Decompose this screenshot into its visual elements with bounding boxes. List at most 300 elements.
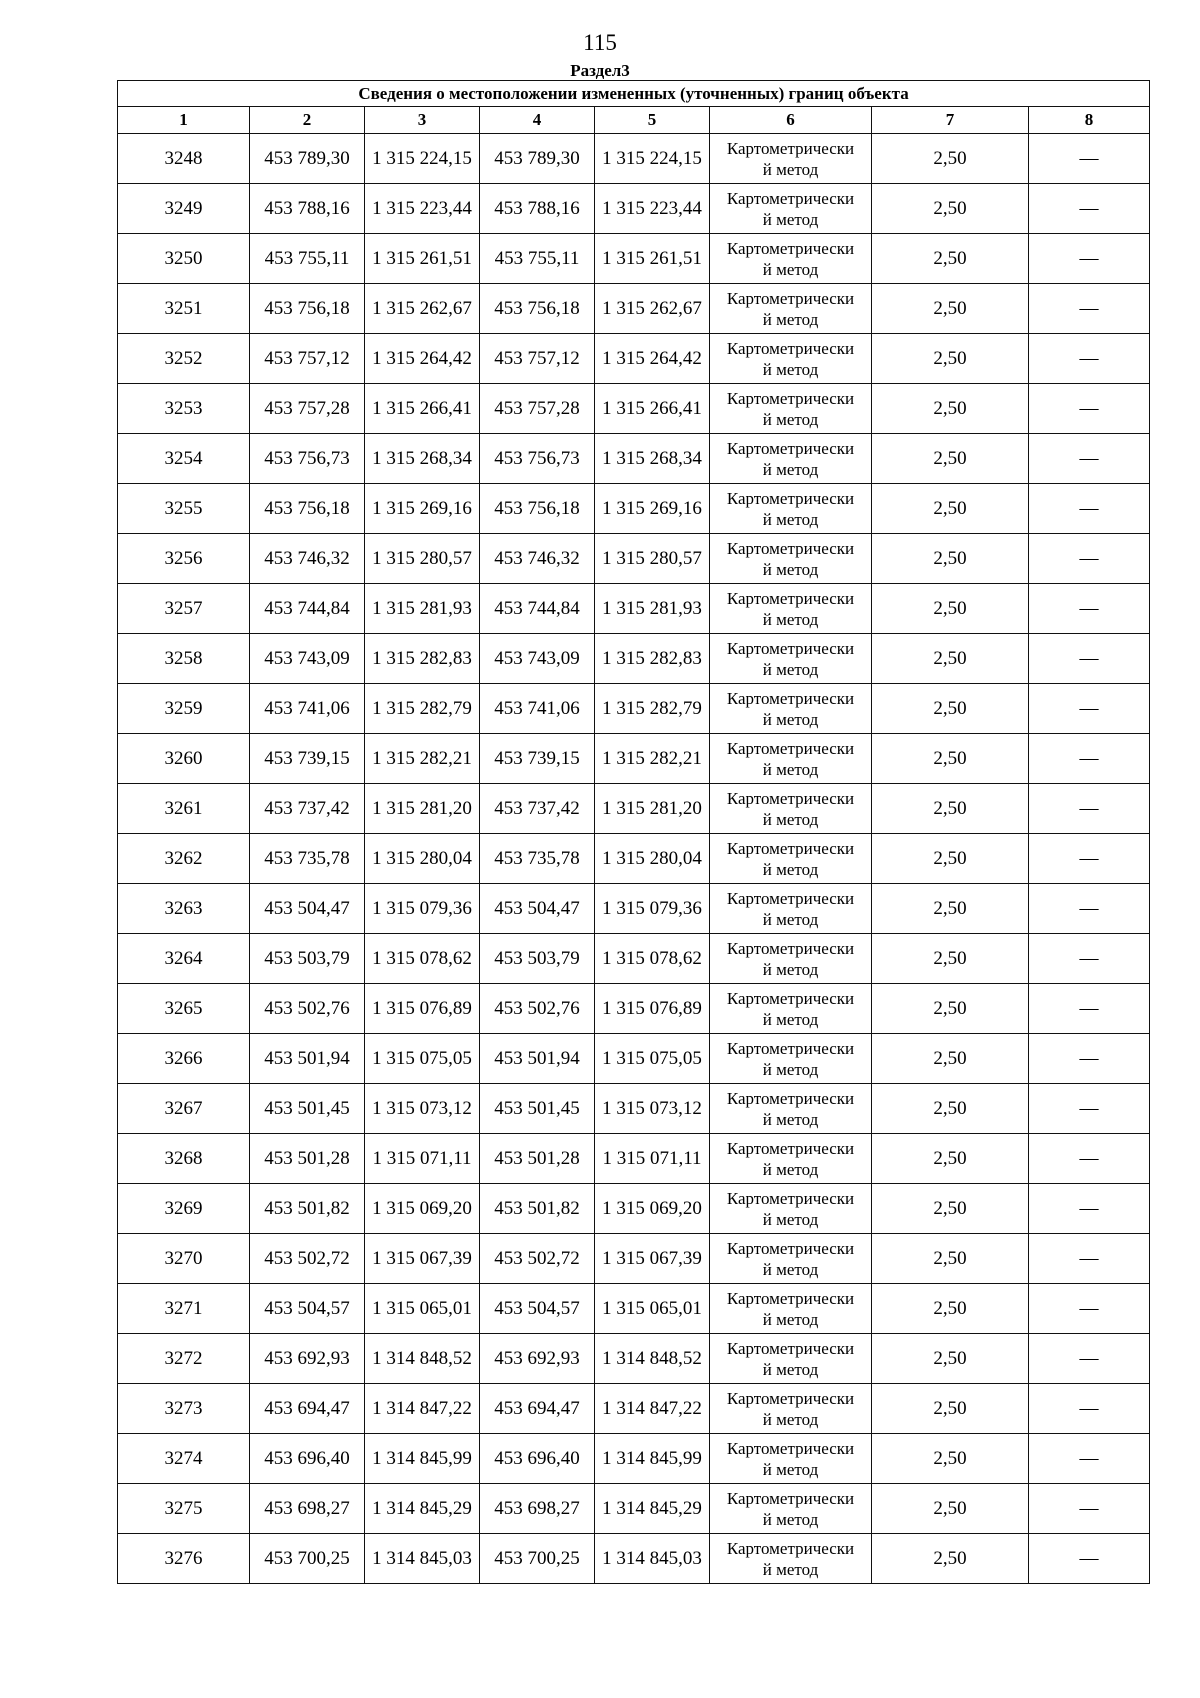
y-existing-cell: 1 315 261,51 bbox=[365, 234, 480, 284]
method-text-line-2: й метод bbox=[762, 559, 819, 579]
point-number-cell: 3271 bbox=[118, 1284, 250, 1334]
y-existing-cell: 1 314 845,03 bbox=[365, 1534, 480, 1584]
method-text-line-1: Картометрически bbox=[726, 1038, 855, 1058]
method-text-line-1: Картометрически bbox=[726, 1538, 855, 1558]
method-cell bbox=[710, 1484, 872, 1534]
description-cell: — bbox=[1029, 734, 1150, 784]
method-text-line-2: й метод bbox=[762, 159, 819, 179]
method-text-line-1: Картометрически bbox=[726, 188, 855, 208]
table-row bbox=[118, 934, 1150, 984]
method-text-line-1: Картометрически bbox=[726, 638, 855, 658]
method-cell bbox=[710, 984, 872, 1034]
y-new-cell: 1 315 075,05 bbox=[595, 1034, 710, 1084]
x-existing-cell: 453 756,18 bbox=[250, 284, 365, 334]
method-cell bbox=[710, 1184, 872, 1234]
y-new-cell: 1 315 281,93 bbox=[595, 584, 710, 634]
y-existing-cell: 1 315 268,34 bbox=[365, 434, 480, 484]
x-new-cell: 453 504,57 bbox=[480, 1284, 595, 1334]
table-row bbox=[118, 834, 1150, 884]
x-existing-cell: 453 735,78 bbox=[250, 834, 365, 884]
accuracy-cell: 2,50 bbox=[872, 734, 1029, 784]
y-existing-cell: 1 315 266,41 bbox=[365, 384, 480, 434]
method-cell bbox=[710, 234, 872, 284]
table-row bbox=[118, 334, 1150, 384]
method-text-line-2: й метод bbox=[762, 409, 819, 429]
description-cell: — bbox=[1029, 1284, 1150, 1334]
method-cell bbox=[710, 684, 872, 734]
point-number-cell: 3259 bbox=[118, 684, 250, 734]
column-header-row bbox=[118, 107, 1150, 134]
description-cell: — bbox=[1029, 334, 1150, 384]
method-text-line-1: Картометрически bbox=[726, 288, 855, 308]
table-row bbox=[118, 484, 1150, 534]
y-existing-cell: 1 315 282,83 bbox=[365, 634, 480, 684]
x-new-cell: 453 744,84 bbox=[480, 584, 595, 634]
point-number-cell: 3260 bbox=[118, 734, 250, 784]
table-row bbox=[118, 684, 1150, 734]
accuracy-cell: 2,50 bbox=[872, 1234, 1029, 1284]
x-existing-cell: 453 503,79 bbox=[250, 934, 365, 984]
method-text-line-2: й метод bbox=[762, 359, 819, 379]
point-number-cell: 3267 bbox=[118, 1084, 250, 1134]
y-new-cell: 1 314 845,99 bbox=[595, 1434, 710, 1484]
x-new-cell: 453 698,27 bbox=[480, 1484, 595, 1534]
y-new-cell: 1 315 280,04 bbox=[595, 834, 710, 884]
y-new-cell: 1 315 269,16 bbox=[595, 484, 710, 534]
accuracy-cell: 2,50 bbox=[872, 484, 1029, 534]
y-existing-cell: 1 315 269,16 bbox=[365, 484, 480, 534]
method-text-line-1: Картометрически bbox=[726, 1288, 855, 1308]
method-text-line-1: Картометрически bbox=[726, 138, 855, 158]
method-cell bbox=[710, 1034, 872, 1084]
y-existing-cell: 1 315 075,05 bbox=[365, 1034, 480, 1084]
y-existing-cell: 1 315 067,39 bbox=[365, 1234, 480, 1284]
accuracy-cell: 2,50 bbox=[872, 284, 1029, 334]
method-cell bbox=[710, 634, 872, 684]
column-header-5: 5 bbox=[595, 107, 710, 134]
y-existing-cell: 1 315 073,12 bbox=[365, 1084, 480, 1134]
x-existing-cell: 453 700,25 bbox=[250, 1534, 365, 1584]
x-new-cell: 453 737,42 bbox=[480, 784, 595, 834]
method-cell bbox=[710, 884, 872, 934]
x-existing-cell: 453 757,28 bbox=[250, 384, 365, 434]
method-text-line-1: Картометрически bbox=[726, 1388, 855, 1408]
point-number-cell: 3257 bbox=[118, 584, 250, 634]
x-existing-cell: 453 502,72 bbox=[250, 1234, 365, 1284]
table-row bbox=[118, 234, 1150, 284]
x-new-cell: 453 756,73 bbox=[480, 434, 595, 484]
x-new-cell: 453 789,30 bbox=[480, 134, 595, 184]
method-text-line-1: Картометрически bbox=[726, 988, 855, 1008]
description-cell: — bbox=[1029, 184, 1150, 234]
method-text-line-1: Картометрически bbox=[726, 1338, 855, 1358]
method-text-line-2: й метод bbox=[762, 809, 819, 829]
description-cell: — bbox=[1029, 1084, 1150, 1134]
point-number-cell: 3249 bbox=[118, 184, 250, 234]
method-cell bbox=[710, 1234, 872, 1284]
method-text-line-2: й метод bbox=[762, 1109, 819, 1129]
table-row bbox=[118, 184, 1150, 234]
y-new-cell: 1 315 268,34 bbox=[595, 434, 710, 484]
point-number-cell: 3253 bbox=[118, 384, 250, 434]
accuracy-cell: 2,50 bbox=[872, 334, 1029, 384]
point-number-cell: 3258 bbox=[118, 634, 250, 684]
method-text-line-1: Картометрически bbox=[726, 1088, 855, 1108]
y-existing-cell: 1 315 280,04 bbox=[365, 834, 480, 884]
method-cell bbox=[710, 1534, 872, 1584]
point-number-cell: 3263 bbox=[118, 884, 250, 934]
x-existing-cell: 453 504,47 bbox=[250, 884, 365, 934]
description-cell: — bbox=[1029, 384, 1150, 434]
y-new-cell: 1 315 065,01 bbox=[595, 1284, 710, 1334]
table-row bbox=[118, 534, 1150, 584]
point-number-cell: 3266 bbox=[118, 1034, 250, 1084]
accuracy-cell: 2,50 bbox=[872, 1034, 1029, 1084]
y-new-cell: 1 314 847,22 bbox=[595, 1384, 710, 1434]
point-number-cell: 3274 bbox=[118, 1434, 250, 1484]
accuracy-cell: 2,50 bbox=[872, 884, 1029, 934]
accuracy-cell: 2,50 bbox=[872, 584, 1029, 634]
point-number-cell: 3275 bbox=[118, 1484, 250, 1534]
method-cell bbox=[710, 384, 872, 434]
x-existing-cell: 453 504,57 bbox=[250, 1284, 365, 1334]
method-text-line-1: Картометрически bbox=[726, 1488, 855, 1508]
x-existing-cell: 453 501,82 bbox=[250, 1184, 365, 1234]
table-row bbox=[118, 434, 1150, 484]
x-new-cell: 453 501,45 bbox=[480, 1084, 595, 1134]
method-text-line-2: й метод bbox=[762, 1559, 819, 1579]
accuracy-cell: 2,50 bbox=[872, 184, 1029, 234]
accuracy-cell: 2,50 bbox=[872, 1134, 1029, 1184]
table-row bbox=[118, 884, 1150, 934]
table-row bbox=[118, 584, 1150, 634]
point-number-cell: 3250 bbox=[118, 234, 250, 284]
table-row bbox=[118, 1334, 1150, 1384]
method-cell bbox=[710, 284, 872, 334]
description-cell: — bbox=[1029, 1034, 1150, 1084]
method-text-line-1: Картометрически bbox=[726, 538, 855, 558]
method-text-line-2: й метод bbox=[762, 709, 819, 729]
method-text-line-1: Картометрически bbox=[726, 838, 855, 858]
description-cell: — bbox=[1029, 1434, 1150, 1484]
method-cell bbox=[710, 834, 872, 884]
method-text-line-2: й метод bbox=[762, 1009, 819, 1029]
y-existing-cell: 1 315 281,20 bbox=[365, 784, 480, 834]
y-new-cell: 1 315 076,89 bbox=[595, 984, 710, 1034]
method-text-line-2: й метод bbox=[762, 209, 819, 229]
description-cell: — bbox=[1029, 534, 1150, 584]
accuracy-cell: 2,50 bbox=[872, 1484, 1029, 1534]
accuracy-cell: 2,50 bbox=[872, 1434, 1029, 1484]
method-text-line-1: Картометрически bbox=[726, 588, 855, 608]
x-existing-cell: 453 756,18 bbox=[250, 484, 365, 534]
x-new-cell: 453 756,18 bbox=[480, 284, 595, 334]
table-row bbox=[118, 284, 1150, 334]
x-existing-cell: 453 502,76 bbox=[250, 984, 365, 1034]
x-existing-cell: 453 744,84 bbox=[250, 584, 365, 634]
method-text-line-1: Картометрически bbox=[726, 1438, 855, 1458]
table-row bbox=[118, 134, 1150, 184]
point-number-cell: 3262 bbox=[118, 834, 250, 884]
x-existing-cell: 453 789,30 bbox=[250, 134, 365, 184]
x-existing-cell: 453 746,32 bbox=[250, 534, 365, 584]
x-existing-cell: 453 737,42 bbox=[250, 784, 365, 834]
x-new-cell: 453 735,78 bbox=[480, 834, 595, 884]
y-new-cell: 1 315 073,12 bbox=[595, 1084, 710, 1134]
method-text-line-2: й метод bbox=[762, 759, 819, 779]
y-new-cell: 1 314 845,03 bbox=[595, 1534, 710, 1584]
y-existing-cell: 1 315 069,20 bbox=[365, 1184, 480, 1234]
description-cell: — bbox=[1029, 884, 1150, 934]
point-number-cell: 3270 bbox=[118, 1234, 250, 1284]
y-new-cell: 1 315 282,83 bbox=[595, 634, 710, 684]
y-new-cell: 1 315 261,51 bbox=[595, 234, 710, 284]
x-existing-cell: 453 788,16 bbox=[250, 184, 365, 234]
y-existing-cell: 1 315 282,21 bbox=[365, 734, 480, 784]
x-new-cell: 453 757,28 bbox=[480, 384, 595, 434]
x-new-cell: 453 502,72 bbox=[480, 1234, 595, 1284]
method-text-line-2: й метод bbox=[762, 1409, 819, 1429]
y-existing-cell: 1 315 281,93 bbox=[365, 584, 480, 634]
y-existing-cell: 1 315 282,79 bbox=[365, 684, 480, 734]
method-cell bbox=[710, 934, 872, 984]
description-cell: — bbox=[1029, 1184, 1150, 1234]
table-row bbox=[118, 1484, 1150, 1534]
y-existing-cell: 1 315 224,15 bbox=[365, 134, 480, 184]
y-existing-cell: 1 315 076,89 bbox=[365, 984, 480, 1034]
point-number-cell: 3248 bbox=[118, 134, 250, 184]
method-text-line-1: Картометрически bbox=[726, 888, 855, 908]
table-row bbox=[118, 784, 1150, 834]
description-cell: — bbox=[1029, 1384, 1150, 1434]
description-cell: — bbox=[1029, 934, 1150, 984]
x-existing-cell: 453 755,11 bbox=[250, 234, 365, 284]
x-new-cell: 453 501,82 bbox=[480, 1184, 595, 1234]
column-header-8: 8 bbox=[1029, 107, 1150, 134]
accuracy-cell: 2,50 bbox=[872, 684, 1029, 734]
point-number-cell: 3256 bbox=[118, 534, 250, 584]
x-existing-cell: 453 757,12 bbox=[250, 334, 365, 384]
y-new-cell: 1 315 223,44 bbox=[595, 184, 710, 234]
y-new-cell: 1 315 079,36 bbox=[595, 884, 710, 934]
point-number-cell: 3269 bbox=[118, 1184, 250, 1234]
description-cell: — bbox=[1029, 984, 1150, 1034]
point-number-cell: 3265 bbox=[118, 984, 250, 1034]
table-row bbox=[118, 734, 1150, 784]
method-text-line-2: й метод bbox=[762, 309, 819, 329]
method-text-line-2: й метод bbox=[762, 1309, 819, 1329]
method-cell bbox=[710, 334, 872, 384]
table-row bbox=[118, 384, 1150, 434]
x-new-cell: 453 756,18 bbox=[480, 484, 595, 534]
method-text-line-2: й метод bbox=[762, 1509, 819, 1529]
point-number-cell: 3255 bbox=[118, 484, 250, 534]
method-cell bbox=[710, 584, 872, 634]
method-text-line-1: Картометрически bbox=[726, 938, 855, 958]
point-number-cell: 3251 bbox=[118, 284, 250, 334]
method-text-line-2: й метод bbox=[762, 659, 819, 679]
y-new-cell: 1 315 280,57 bbox=[595, 534, 710, 584]
method-cell bbox=[710, 434, 872, 484]
description-cell: — bbox=[1029, 1334, 1150, 1384]
x-existing-cell: 453 756,73 bbox=[250, 434, 365, 484]
y-new-cell: 1 315 078,62 bbox=[595, 934, 710, 984]
method-cell bbox=[710, 1434, 872, 1484]
y-new-cell: 1 315 069,20 bbox=[595, 1184, 710, 1234]
method-text-line-1: Картометрически bbox=[726, 1188, 855, 1208]
table-row bbox=[118, 1534, 1150, 1584]
y-existing-cell: 1 315 071,11 bbox=[365, 1134, 480, 1184]
method-cell bbox=[710, 534, 872, 584]
table-row bbox=[118, 1234, 1150, 1284]
point-number-cell: 3254 bbox=[118, 434, 250, 484]
method-text-line-2: й метод bbox=[762, 909, 819, 929]
boundary-table bbox=[117, 80, 1150, 1584]
x-new-cell: 453 503,79 bbox=[480, 934, 595, 984]
accuracy-cell: 2,50 bbox=[872, 634, 1029, 684]
x-new-cell: 453 501,28 bbox=[480, 1134, 595, 1184]
method-cell bbox=[710, 784, 872, 834]
method-cell bbox=[710, 1384, 872, 1434]
x-new-cell: 453 502,76 bbox=[480, 984, 595, 1034]
table-row bbox=[118, 984, 1150, 1034]
section-title: Раздел3 bbox=[570, 61, 630, 80]
description-cell: — bbox=[1029, 634, 1150, 684]
method-text-line-1: Картометрически bbox=[726, 388, 855, 408]
method-text-line-2: й метод bbox=[762, 509, 819, 529]
accuracy-cell: 2,50 bbox=[872, 1284, 1029, 1334]
accuracy-cell: 2,50 bbox=[872, 1184, 1029, 1234]
description-cell: — bbox=[1029, 784, 1150, 834]
method-cell bbox=[710, 484, 872, 534]
x-new-cell: 453 755,11 bbox=[480, 234, 595, 284]
description-cell: — bbox=[1029, 134, 1150, 184]
point-number-cell: 3264 bbox=[118, 934, 250, 984]
point-number-cell: 3268 bbox=[118, 1134, 250, 1184]
x-existing-cell: 453 501,28 bbox=[250, 1134, 365, 1184]
description-cell: — bbox=[1029, 834, 1150, 884]
method-text-line-1: Картометрически bbox=[726, 438, 855, 458]
y-new-cell: 1 315 067,39 bbox=[595, 1234, 710, 1284]
accuracy-cell: 2,50 bbox=[872, 1084, 1029, 1134]
column-header-4: 4 bbox=[480, 107, 595, 134]
accuracy-cell: 2,50 bbox=[872, 134, 1029, 184]
x-existing-cell: 453 741,06 bbox=[250, 684, 365, 734]
method-text-line-2: й метод bbox=[762, 1259, 819, 1279]
method-text-line-1: Картометрически bbox=[726, 238, 855, 258]
accuracy-cell: 2,50 bbox=[872, 534, 1029, 584]
x-existing-cell: 453 501,94 bbox=[250, 1034, 365, 1084]
x-existing-cell: 453 696,40 bbox=[250, 1434, 365, 1484]
x-existing-cell: 453 698,27 bbox=[250, 1484, 365, 1534]
x-new-cell: 453 746,32 bbox=[480, 534, 595, 584]
y-new-cell: 1 315 071,11 bbox=[595, 1134, 710, 1184]
method-text-line-2: й метод bbox=[762, 259, 819, 279]
y-new-cell: 1 314 848,52 bbox=[595, 1334, 710, 1384]
y-existing-cell: 1 315 223,44 bbox=[365, 184, 480, 234]
accuracy-cell: 2,50 bbox=[872, 434, 1029, 484]
x-existing-cell: 453 501,45 bbox=[250, 1084, 365, 1134]
method-text-line-1: Картометрически bbox=[726, 788, 855, 808]
y-new-cell: 1 315 224,15 bbox=[595, 134, 710, 184]
table-row bbox=[118, 1284, 1150, 1334]
table-row bbox=[118, 1184, 1150, 1234]
method-text-line-1: Картометрически bbox=[726, 488, 855, 508]
method-cell bbox=[710, 134, 872, 184]
column-header-2: 2 bbox=[250, 107, 365, 134]
table-row bbox=[118, 634, 1150, 684]
y-existing-cell: 1 314 848,52 bbox=[365, 1334, 480, 1384]
table-row bbox=[118, 1034, 1150, 1084]
point-number-cell: 3273 bbox=[118, 1384, 250, 1434]
x-existing-cell: 453 692,93 bbox=[250, 1334, 365, 1384]
x-new-cell: 453 757,12 bbox=[480, 334, 595, 384]
accuracy-cell: 2,50 bbox=[872, 1534, 1029, 1584]
x-existing-cell: 453 739,15 bbox=[250, 734, 365, 784]
method-text-line-2: й метод bbox=[762, 859, 819, 879]
x-new-cell: 453 741,06 bbox=[480, 684, 595, 734]
method-text-line-2: й метод bbox=[762, 1059, 819, 1079]
method-cell bbox=[710, 1084, 872, 1134]
accuracy-cell: 2,50 bbox=[872, 234, 1029, 284]
accuracy-cell: 2,50 bbox=[872, 934, 1029, 984]
description-cell: — bbox=[1029, 684, 1150, 734]
method-text-line-2: й метод bbox=[762, 959, 819, 979]
y-new-cell: 1 315 282,79 bbox=[595, 684, 710, 734]
point-number-cell: 3272 bbox=[118, 1334, 250, 1384]
description-cell: — bbox=[1029, 1534, 1150, 1584]
method-cell bbox=[710, 1134, 872, 1184]
method-cell bbox=[710, 184, 872, 234]
accuracy-cell: 2,50 bbox=[872, 384, 1029, 434]
table-caption: Сведения о местоположении измененных (уточненных) границ объекта bbox=[118, 81, 1150, 107]
description-cell: — bbox=[1029, 434, 1150, 484]
table-row bbox=[118, 1384, 1150, 1434]
column-header-6: 6 bbox=[710, 107, 872, 134]
y-new-cell: 1 315 264,42 bbox=[595, 334, 710, 384]
description-cell: — bbox=[1029, 1134, 1150, 1184]
y-existing-cell: 1 315 065,01 bbox=[365, 1284, 480, 1334]
y-new-cell: 1 315 266,41 bbox=[595, 384, 710, 434]
x-existing-cell: 453 694,47 bbox=[250, 1384, 365, 1434]
method-text-line-1: Картометрически bbox=[726, 338, 855, 358]
table-row bbox=[118, 1434, 1150, 1484]
accuracy-cell: 2,50 bbox=[872, 1384, 1029, 1434]
point-number-cell: 3276 bbox=[118, 1534, 250, 1584]
method-text-line-1: Картометрически bbox=[726, 738, 855, 758]
x-new-cell: 453 694,47 bbox=[480, 1384, 595, 1434]
x-new-cell: 453 692,93 bbox=[480, 1334, 595, 1384]
method-text-line-2: й метод bbox=[762, 609, 819, 629]
method-text-line-1: Картометрически bbox=[726, 688, 855, 708]
x-new-cell: 453 696,40 bbox=[480, 1434, 595, 1484]
description-cell: — bbox=[1029, 1484, 1150, 1534]
accuracy-cell: 2,50 bbox=[872, 984, 1029, 1034]
point-number-cell: 3261 bbox=[118, 784, 250, 834]
y-new-cell: 1 314 845,29 bbox=[595, 1484, 710, 1534]
x-new-cell: 453 700,25 bbox=[480, 1534, 595, 1584]
description-cell: — bbox=[1029, 584, 1150, 634]
y-new-cell: 1 315 281,20 bbox=[595, 784, 710, 834]
accuracy-cell: 2,50 bbox=[872, 1334, 1029, 1384]
method-text-line-2: й метод bbox=[762, 459, 819, 479]
method-text-line-2: й метод bbox=[762, 1209, 819, 1229]
column-header-1: 1 bbox=[118, 107, 250, 134]
y-existing-cell: 1 314 847,22 bbox=[365, 1384, 480, 1434]
x-new-cell: 453 739,15 bbox=[480, 734, 595, 784]
x-new-cell: 453 788,16 bbox=[480, 184, 595, 234]
description-cell: — bbox=[1029, 1234, 1150, 1284]
